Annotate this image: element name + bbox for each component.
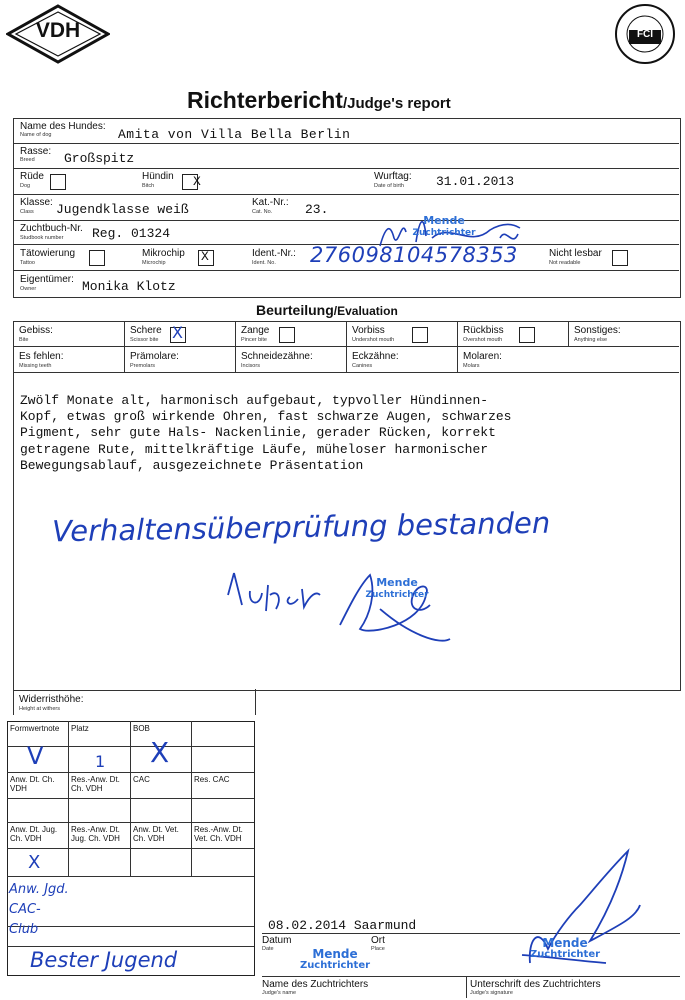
date-place-value: 08.02.2014 Saarmund [268, 918, 417, 933]
divider [13, 220, 679, 221]
divider [457, 321, 458, 372]
canines-label: Eckzähne: [352, 351, 399, 362]
cat-label: Kat.-Nr.: [252, 197, 289, 208]
divider [7, 946, 254, 947]
name-sub: Name of dog [20, 132, 52, 138]
molars-sub: Molars [463, 363, 480, 369]
divider [466, 976, 467, 998]
divider [235, 321, 236, 372]
male-checkbox[interactable] [50, 174, 66, 190]
divider [191, 848, 192, 876]
judge-stamp-signature: Mende Zuchtrichter [529, 936, 601, 960]
breed-sub: Breed [20, 157, 35, 163]
female-sub: Bitch [142, 183, 155, 189]
name-label: Name des Hundes: [20, 121, 106, 132]
cat-sub: Cat. No. [252, 209, 273, 215]
bite-label: Gebiss: [19, 325, 53, 336]
class-value: Jugendklasse weiß [56, 202, 189, 217]
bite-sub: Bite [19, 337, 29, 343]
overshot-label: Rückbiss [463, 325, 504, 336]
breed-label: Rasse: [20, 146, 52, 157]
owner-label: Eigentümer: [20, 274, 74, 285]
divider [262, 976, 680, 977]
judge-name-label: Name des Zuchtrichters [262, 979, 369, 990]
missing-teeth-label: Es fehlen: [19, 351, 64, 362]
report-title: Richterbericht/Judge's report [187, 87, 451, 113]
handwritten-title-note: Anw. Jgd. CAC-Club [9, 882, 69, 937]
male-sub: Dog [20, 183, 31, 189]
divider [7, 746, 254, 747]
pincer-label: Zange [241, 325, 270, 336]
judge-signature-label: Unterschrift des Zuchtrichters [470, 979, 601, 990]
date-label: Datum [262, 935, 292, 946]
incisors-label: Schneidezähne: [241, 351, 313, 362]
scissor-mark: X [172, 323, 183, 342]
overshot-sub: Overshot mouth [463, 337, 503, 343]
cat-value: 23. [305, 202, 329, 217]
divider [191, 721, 192, 848]
owner-sub: Owner [20, 286, 37, 292]
evaluation-line: Zwölf Monate alt, harmonisch aufgebaut, typvoller Hündinnen- [20, 393, 489, 408]
judge-stamp-top: Mende Zuchtrichter [412, 214, 476, 238]
divider [7, 798, 254, 799]
handwritten-best-note: Bester Jugend [30, 948, 178, 972]
undershot-label: Vorbiss [352, 325, 385, 336]
missing-teeth-sub: Missing teeth [19, 363, 52, 369]
undershot-checkbox[interactable] [412, 327, 428, 343]
judge-name-sub: Judge's name [262, 990, 297, 996]
res-anw-vet-label: Res.-Anw. Dt. Vet. Ch. VDH [194, 825, 243, 843]
anw-ch-label: Anw. Dt. Ch. VDH [10, 775, 55, 793]
female-mark: X [193, 174, 201, 189]
microchip-sub: Microchip [142, 260, 166, 266]
divider [7, 876, 254, 877]
place-field-sub: Place [371, 946, 385, 952]
tattoo-checkbox[interactable] [89, 250, 105, 266]
divider [346, 321, 347, 372]
bob-mark: X [150, 736, 170, 769]
dob-sub: Date of birth [374, 183, 404, 189]
tattoo-label: Tätowierung [20, 248, 76, 259]
evaluation-line: Pigment, sehr gute Hals- Nackenlinie, gerader Rücken, korrekt [20, 425, 496, 441]
grade-mark: V [27, 742, 44, 770]
handwritten-behavior-note: Verhaltensüberprüfung bestanden [51, 505, 551, 549]
ident-value: 276098104578353 [310, 243, 518, 267]
evaluation-line: Bewegungsablauf, ausgezeichnete Präsentation [20, 457, 364, 473]
studbook-sub: Studbook number [20, 235, 64, 241]
anw-vet-label: Anw. Dt. Vet. Ch. VDH [133, 825, 179, 843]
place-label: Platz [71, 724, 89, 733]
res-anw-ch-label: Res.-Anw. Dt. Ch. VDH [71, 775, 120, 793]
divider [13, 194, 679, 195]
microchip-mark: X [201, 249, 209, 264]
ident-sub: Ident. No. [252, 260, 276, 266]
judge-signature-middle [220, 565, 470, 650]
height-label: Widerristhöhe: [19, 694, 84, 705]
divider [13, 143, 679, 144]
anw-jug-label: Anw. Dt. Jug. Ch. VDH [10, 825, 58, 843]
studbook-label: Zuchtbuch-Nr. [20, 223, 83, 234]
tattoo-sub: Tattoo [20, 260, 35, 266]
divider [7, 822, 254, 823]
evaluation-line: getragene Rute, mittelkräftige Läufe, müheloser harmonischer [20, 441, 489, 457]
microchip-label: Mikrochip [142, 248, 185, 259]
canines-sub: Canines [352, 363, 373, 369]
divider [7, 848, 254, 849]
fci-logo-text: FCI [636, 29, 654, 40]
premolars-sub: Premolars [130, 363, 156, 369]
evaluation-line: Kopf, etwas groß wirkende Ohren, fast schwarze Augen, schwarzes [20, 409, 512, 425]
res-anw-jug-label: Res.-Anw. Dt. Jug. Ch. VDH [71, 825, 120, 843]
dog-name: Amita von Villa Bella Berlin [118, 127, 351, 142]
pincer-sub: Pincer bite [241, 337, 267, 343]
ident-label: Ident.-Nr.: [252, 248, 296, 259]
grade-label: Formwertnote [10, 724, 60, 733]
divider [68, 721, 69, 848]
undershot-sub: Undershot mouth [352, 337, 395, 343]
divider [13, 372, 679, 373]
other-sub: Anything else [574, 337, 608, 343]
judge-stamp-footer: Mende Zuchtrichter [299, 947, 371, 971]
premolars-label: Prämolare: [130, 351, 179, 362]
divider [130, 848, 131, 876]
female-label: Hündin [142, 171, 174, 182]
place-mark: 1 [95, 752, 106, 771]
divider [7, 772, 254, 773]
owner-value: Monika Klotz [82, 279, 176, 294]
divider [13, 168, 679, 169]
res-cac-label: Res. CAC [194, 775, 230, 784]
place-field-label: Ort [371, 935, 385, 946]
date-sub: Date [262, 946, 274, 952]
judge-stamp-middle: Mende Zuchtrichter [365, 576, 429, 600]
notreadable-sub: Not readable [549, 260, 581, 266]
studbook-value: Reg. 01324 [92, 226, 171, 241]
divider [124, 321, 125, 372]
scissor-label: Schere [130, 325, 162, 336]
male-label: Rüde [20, 171, 44, 182]
class-label: Klasse: [20, 197, 53, 208]
cac-label: CAC [133, 775, 150, 784]
notreadable-label: Nicht lesbar [549, 248, 602, 259]
divider [568, 321, 569, 346]
incisors-sub: Incisors [241, 363, 260, 369]
class-sub: Class [20, 209, 34, 215]
molars-label: Molaren: [463, 351, 502, 362]
dob-label: Wurftag: [374, 171, 412, 182]
height-sub: Height at withers [19, 706, 60, 712]
anw-jug-mark: X [28, 852, 41, 873]
evaluation-heading: Beurteilung/Evaluation [256, 302, 398, 318]
judge-signature-sub: Judge's signature [470, 990, 513, 996]
dog-breed: Großspitz [64, 151, 135, 166]
overshot-checkbox[interactable] [519, 327, 535, 343]
pincer-checkbox[interactable] [279, 327, 295, 343]
other-label: Sonstiges: [574, 325, 621, 336]
evaluation-text [20, 393, 511, 474]
vdh-logo-text: VDH [35, 19, 81, 42]
divider [13, 270, 679, 271]
bob-label: BOB [133, 724, 150, 733]
divider [68, 848, 69, 876]
scissor-sub: Scissor bite [130, 337, 159, 343]
divider [130, 721, 131, 848]
dob-value: 31.01.2013 [436, 174, 515, 189]
notreadable-checkbox[interactable] [612, 250, 628, 266]
